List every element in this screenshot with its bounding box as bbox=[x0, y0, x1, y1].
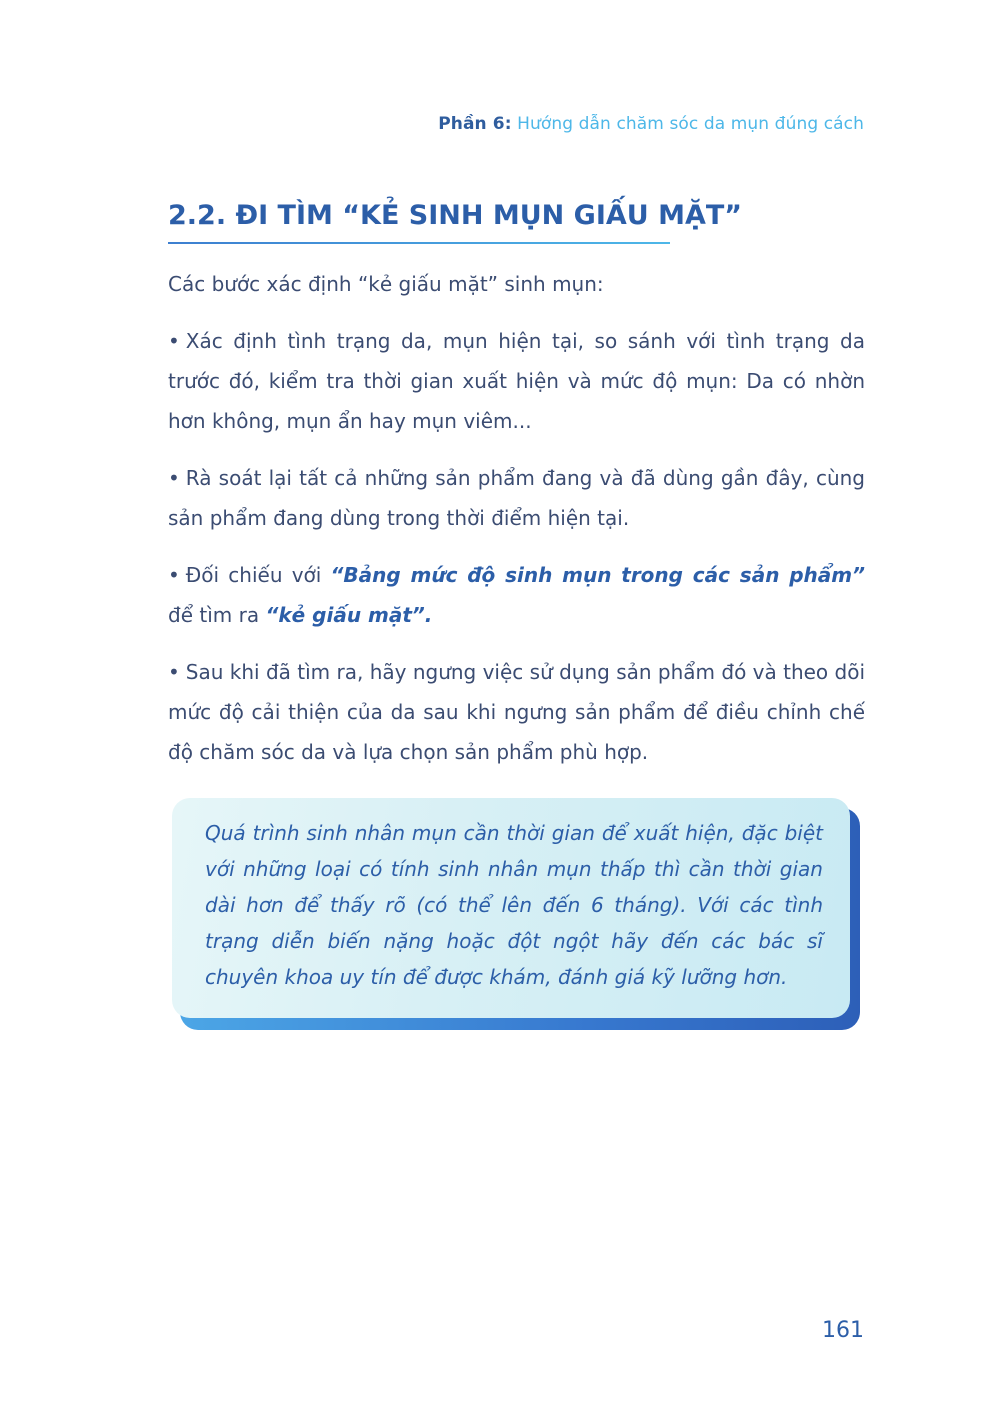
emphasis-hidden-culprit: “kẻ giấu mặt”. bbox=[265, 603, 433, 627]
part-label: Phần 6: bbox=[438, 114, 512, 134]
section-title: 2.2. ĐI TÌM “KẺ SINH MỤN GIẤU MẶT” bbox=[168, 200, 743, 231]
title-underline bbox=[168, 242, 670, 244]
body-content bbox=[168, 264, 865, 789]
bullet-item-4 bbox=[168, 652, 865, 772]
emphasis-table-reference: “Bảng mức độ sinh mụn trong các sản phẩm” bbox=[330, 563, 866, 587]
bullet-icon: • bbox=[168, 660, 180, 684]
bullet-icon: • bbox=[168, 329, 180, 353]
page-number: 161 bbox=[822, 1318, 864, 1343]
part-topic: Hướng dẫn chăm sóc da mụn đúng cách bbox=[517, 114, 864, 134]
running-header bbox=[438, 114, 864, 134]
bullet-text-middle: để tìm ra bbox=[168, 603, 266, 627]
bullet-text-before: Đối chiếu với bbox=[185, 563, 331, 587]
bullet-item-3 bbox=[168, 555, 865, 635]
bullet-icon: • bbox=[168, 563, 180, 587]
note-callout bbox=[172, 798, 860, 1030]
note-box bbox=[172, 798, 850, 1018]
bullet-item-1 bbox=[168, 321, 865, 441]
bullet-icon: • bbox=[168, 466, 180, 490]
bullet-text: Rà soát lại tất cả những sản phẩm đang và đã dùng gần đây, cùng sản phẩm đang dùng trong thời điểm hiện tại. bbox=[168, 466, 865, 530]
bullet-item-2 bbox=[168, 458, 865, 538]
bullet-text: Xác định tình trạng da, mụn hiện tại, so sánh với tình trạng da trước đó, kiểm tra thời gian xuất hiện và mức độ mụn: Da có nhờn hơn không, mụn ẩn hay mụn viêm... bbox=[168, 329, 865, 433]
intro-paragraph: Các bước xác định “kẻ giấu mặt” sinh mụn: bbox=[168, 272, 604, 296]
bullet-text: Sau khi đã tìm ra, hãy ngưng việc sử dụng sản phẩm đó và theo dõi mức độ cải thiện của da sau khi ngưng sản phẩm để điều chỉnh chế độ chăm sóc da và lựa chọn sản phẩm phù hợp. bbox=[168, 660, 866, 764]
note-text: Quá trình sinh nhân mụn cần thời gian để xuất hiện, đặc biệt với những loại có tính sinh nhân mụn thấp thì cần thời gian dài hơn để thấy rõ (có thể lên đến 6 tháng). Với các tình trạng diễn biến nặng hoặc đột ngột hãy đến các bác sĩ chuyên khoa uy tín để được khám, đánh giá kỹ lưỡng hơn. bbox=[205, 821, 823, 989]
